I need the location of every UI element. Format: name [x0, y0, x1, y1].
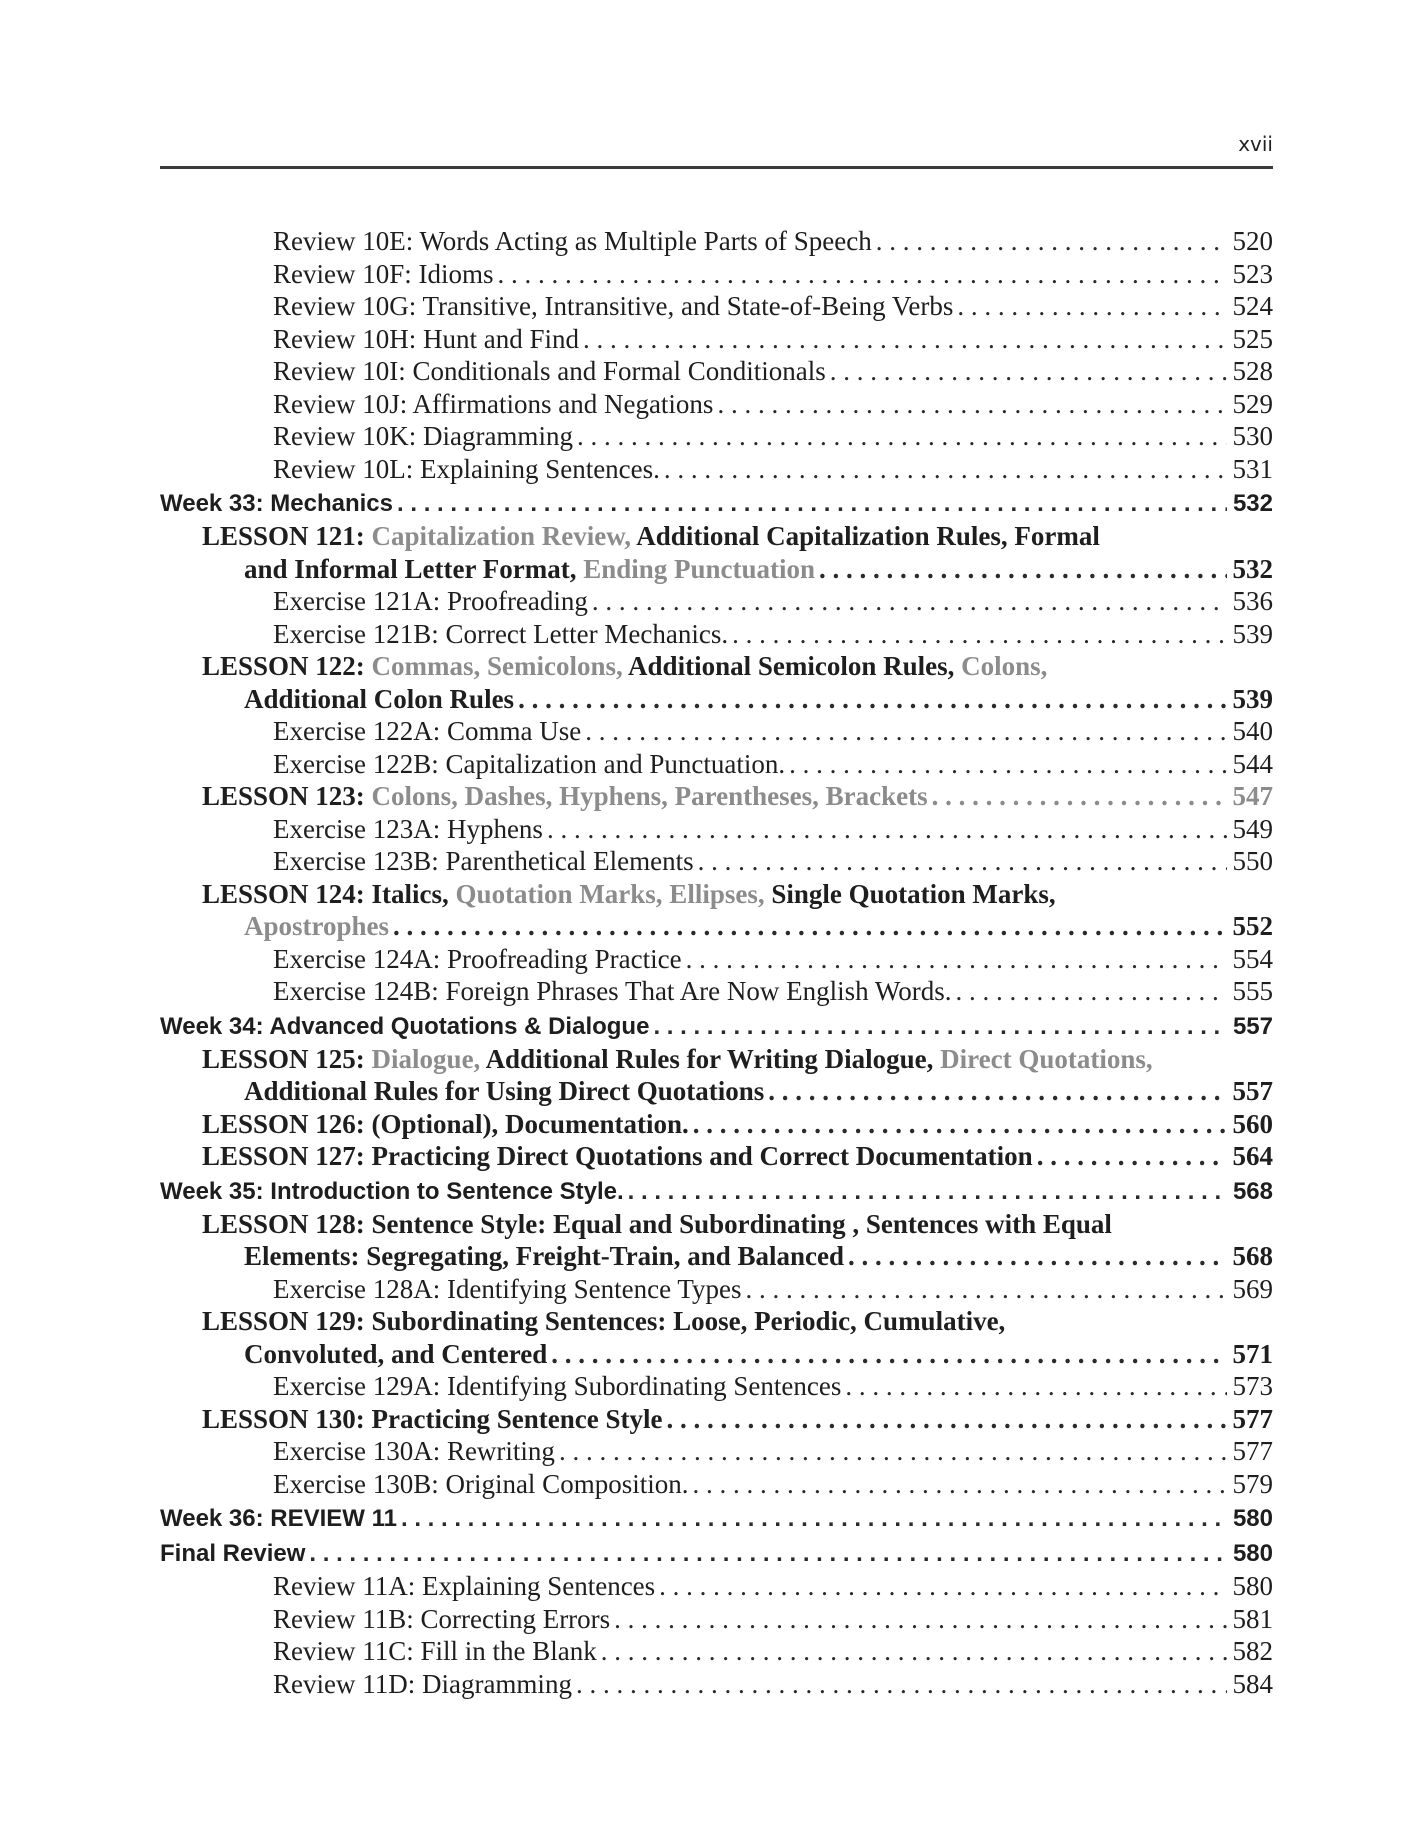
- toc-title-segment: Exercise 129A: Identifying Subordinating Sentences: [273, 1371, 842, 1401]
- toc-page-number: 536: [1232, 586, 1273, 616]
- toc-title-segment: Elements: Segregating, Freight-Train, and Balanced: [244, 1241, 844, 1271]
- toc-entry-title: [244, 1338, 547, 1371]
- dot-leader: [585, 715, 1226, 748]
- toc-page-number: 550: [1232, 846, 1273, 876]
- toc-entry-title: [202, 1208, 1112, 1241]
- toc-title-segment-review: Ending Punctuation: [583, 553, 816, 584]
- toc-title-segment: Review 10E: Words Acting as Multiple Parts of Speech: [273, 226, 872, 256]
- toc-title-segment: Review 10F: Idioms: [273, 258, 494, 289]
- toc-entry-title: [202, 1108, 689, 1141]
- toc-title-segment: Review 10I: Conditionals and Formal Conditionals: [273, 356, 826, 386]
- toc-page-number: 569: [1232, 1273, 1273, 1304]
- toc-page-number: 573: [1232, 1371, 1273, 1401]
- toc-title-segment: LESSON 124: Italics,: [202, 878, 456, 909]
- dot-leader: [957, 290, 1226, 323]
- toc-page-number: 580: [1232, 1505, 1273, 1532]
- toc-title-segment: Review 10L: Explaining Sentences.: [273, 453, 660, 484]
- toc-title-segment: Exercise 124B: Foreign Phrases That Are Now English Words.: [273, 976, 952, 1006]
- toc-entry-title: [273, 388, 713, 421]
- toc-title-segment: Exercise 122B: Capitalization and Punctuation.: [273, 748, 786, 779]
- toc-title-segment: Week 33: Mechanics: [160, 490, 394, 517]
- toc-entry-title: [273, 943, 682, 976]
- dot-leader: [732, 618, 1226, 651]
- toc-title-segment: and Informal Letter Format,: [244, 553, 584, 584]
- toc-entry-lesson[interactable]: [160, 1043, 1273, 1076]
- toc-entry-title: [244, 910, 389, 943]
- toc-entry-title: [160, 1011, 649, 1043]
- dot-leader: [397, 488, 1227, 520]
- toc-entry-title: [244, 553, 815, 586]
- toc-entry-sub[interactable]: [160, 1603, 1273, 1636]
- toc-entry-lesson[interactable]: [160, 1108, 1273, 1141]
- toc-title-segment: Review 10G: Transitive, Intransitive, and State-of-Being Verbs: [273, 291, 954, 321]
- dot-leader: [693, 1108, 1227, 1141]
- toc-entry-sub[interactable]: [160, 1570, 1273, 1603]
- toc-page-number: 580: [1232, 1540, 1273, 1567]
- dot-leader: [309, 1538, 1227, 1570]
- toc-entry-title: [202, 1043, 1153, 1076]
- dot-leader: [848, 1240, 1227, 1273]
- toc-page-number: 560: [1232, 1108, 1273, 1139]
- toc-entry-title: [273, 845, 694, 878]
- toc-page-number: 524: [1232, 291, 1273, 321]
- dot-leader: [518, 683, 1226, 716]
- toc-page-number: 580: [1232, 1571, 1273, 1601]
- toc-entry-title: [273, 748, 785, 781]
- toc-page-number: 547: [1232, 781, 1273, 811]
- toc-title-segment-review: Colons,: [961, 651, 1048, 681]
- dot-leader: [559, 1435, 1227, 1468]
- dot-leader: [628, 1176, 1227, 1208]
- toc-page-number: 571: [1232, 1338, 1273, 1369]
- toc-title-segment: Review 10J: Affirmations and Negations: [273, 388, 714, 419]
- toc-entry-title: [244, 1075, 764, 1108]
- toc-title-segment-review: Direct Quotations,: [940, 1043, 1153, 1074]
- toc-entry-title: [273, 1635, 597, 1668]
- toc-entry-title: [273, 225, 872, 258]
- toc-entry-title: [273, 585, 588, 618]
- toc-entry-sub[interactable]: [160, 1435, 1273, 1468]
- toc-title-segment: LESSON 121:: [202, 521, 372, 551]
- dot-leader: [717, 388, 1226, 421]
- toc-page-number: 520: [1232, 226, 1273, 256]
- dot-leader: [576, 1668, 1227, 1701]
- toc-title-segment: LESSON 129: Subordinating Sentences: Loose, Periodic, Cumulative,: [202, 1306, 1006, 1336]
- toc-entry-lesson[interactable]: [160, 878, 1273, 911]
- toc-entry-sub[interactable]: [160, 1635, 1273, 1668]
- toc-page-number: 568: [1232, 1241, 1273, 1271]
- toc-title-segment: Review 11B: Correcting Errors: [273, 1603, 611, 1634]
- toc-title-segment: Review 11D: Diagramming: [273, 1668, 572, 1699]
- dot-leader: [1037, 1140, 1227, 1173]
- toc-entry-sub[interactable]: [160, 388, 1273, 421]
- dot-leader: [876, 225, 1227, 258]
- toc-entry-sub[interactable]: [160, 1370, 1273, 1403]
- toc-title-segment: LESSON 127: Practicing Direct Quotations and Correct Documentation: [202, 1141, 1033, 1171]
- toc-title-segment-review: Colons, Dashes, Hyphens, Parentheses, Brackets: [371, 781, 928, 811]
- toc-page-number: 579: [1232, 1468, 1273, 1499]
- toc-title-segment-review: Dialogue,: [371, 1043, 486, 1074]
- toc-title-segment: Exercise 121B: Correct Letter Mechanics.: [273, 618, 729, 649]
- toc-page-number: 557: [1232, 1076, 1273, 1106]
- toc-page-number: 584: [1232, 1668, 1273, 1699]
- toc-title-segment: Review 11A: Explaining Sentences: [273, 1571, 656, 1601]
- toc-title-segment: LESSON 126: (Optional), Documentation.: [202, 1108, 689, 1139]
- toc-title-segment: Additional Colon Rules: [244, 683, 515, 714]
- toc-title-segment: LESSON 123:: [202, 781, 372, 811]
- toc-entry-title: [273, 975, 952, 1008]
- toc-title-segment-review: Apostrophes: [244, 911, 390, 941]
- toc-page-number: 554: [1232, 943, 1273, 974]
- dot-leader: [830, 355, 1227, 388]
- toc-title-segment: Exercise 124A: Proofreading Practice: [273, 943, 682, 974]
- toc-entry-lesson[interactable]: [160, 780, 1273, 813]
- page-number: xvii: [1238, 132, 1273, 156]
- dot-leader: [956, 975, 1227, 1008]
- toc-entry-title: [273, 258, 494, 291]
- toc-title-segment: Exercise 130A: Rewriting: [273, 1436, 555, 1466]
- toc-entry-lesson-cont[interactable]: [160, 1075, 1273, 1108]
- toc-entry-lesson[interactable]: [160, 1140, 1273, 1173]
- toc-title-segment: Week 34: Advanced Quotations & Dialogue: [160, 1012, 650, 1040]
- toc-entry-title: [273, 1370, 841, 1403]
- toc-page-number: 523: [1232, 258, 1273, 289]
- toc-entry-lesson-cont[interactable]: [160, 1338, 1273, 1371]
- toc-entry-sub[interactable]: [160, 1468, 1273, 1501]
- toc-title-segment: Week 35: Introduction to Sentence Style.: [160, 1177, 624, 1205]
- toc-entry-title: [202, 1305, 1005, 1338]
- toc-entry-sub[interactable]: [160, 748, 1273, 781]
- toc-title-segment: Additional Semicolon Rules,: [628, 651, 962, 681]
- toc-entry-title: [273, 420, 573, 453]
- dot-leader: [932, 780, 1227, 813]
- toc-title-segment: Exercise 128A: Identifying Sentence Types: [273, 1273, 742, 1304]
- toc-page-number: 557: [1232, 1012, 1273, 1040]
- toc-entry-title: [160, 1176, 624, 1208]
- toc-page-number: 581: [1232, 1603, 1273, 1634]
- toc-entry-sub[interactable]: [160, 453, 1273, 486]
- toc-page-number: 529: [1232, 388, 1273, 419]
- toc-page-number: 552: [1232, 911, 1273, 941]
- toc-page-number: 549: [1232, 813, 1273, 844]
- toc-page-number: 540: [1232, 716, 1273, 746]
- dot-leader: [659, 1570, 1226, 1603]
- toc-entry-week[interactable]: [160, 488, 1273, 520]
- dot-leader: [664, 453, 1227, 486]
- page-header: [160, 128, 1273, 169]
- toc-page-number: 564: [1232, 1141, 1273, 1171]
- toc-title-segment-review: Capitalization Review,: [371, 521, 637, 551]
- toc-entry-title: [202, 878, 1056, 911]
- toc-entry-sub[interactable]: [160, 943, 1273, 976]
- toc-entry-lesson[interactable]: [160, 1403, 1273, 1436]
- toc-entry-lesson[interactable]: [160, 1305, 1273, 1338]
- toc-entry-title: [273, 1468, 688, 1501]
- toc-entry-title: [273, 323, 579, 356]
- table-of-contents: [160, 225, 1273, 1700]
- toc-entry-lesson-cont[interactable]: [160, 683, 1273, 716]
- toc-entry-title: [160, 1503, 397, 1535]
- toc-page-number: 539: [1232, 618, 1273, 649]
- toc-title-segment: LESSON 128: Sentence Style: Equal and Subordinating , Sentences with Equal: [202, 1208, 1112, 1239]
- toc-title-segment: Single Quotation Marks,: [771, 878, 1056, 909]
- toc-title-segment-review: Quotation Marks, Ellipses,: [455, 878, 772, 909]
- dot-leader: [592, 585, 1227, 618]
- toc-entry-lesson-cont[interactable]: [160, 1240, 1273, 1273]
- toc-entry-title: [202, 1140, 1033, 1173]
- toc-page-number: 539: [1232, 683, 1273, 714]
- toc-entry-title: [202, 780, 928, 813]
- toc-entry-title: [273, 813, 543, 846]
- toc-entry-lesson[interactable]: [160, 650, 1273, 683]
- toc-entry-week[interactable]: [160, 1503, 1273, 1535]
- dot-leader: [547, 813, 1227, 846]
- toc-page-number: 525: [1232, 323, 1273, 354]
- toc-entry-title: [273, 1273, 741, 1306]
- toc-entry-title: [273, 715, 581, 748]
- toc-title-segment: Exercise 122A: Comma Use: [273, 716, 582, 746]
- toc-entry-title: [273, 1668, 572, 1701]
- toc-title-segment: Review 10K: Diagramming: [273, 421, 573, 451]
- toc-entry-sub[interactable]: [160, 225, 1273, 258]
- dot-leader: [692, 1468, 1226, 1501]
- toc-title-segment: Additional Rules for Using Direct Quotations: [244, 1076, 765, 1106]
- toc-title-segment: Review 11C: Fill in the Blank: [273, 1636, 597, 1666]
- toc-title-segment: Review 10H: Hunt and Find: [273, 323, 579, 354]
- dot-leader: [614, 1603, 1226, 1636]
- toc-entry-lesson[interactable]: [160, 1208, 1273, 1241]
- toc-entry-sub[interactable]: [160, 715, 1273, 748]
- toc-title-segment: LESSON 122:: [202, 651, 372, 681]
- toc-page-number: 532: [1232, 490, 1273, 517]
- dot-leader: [845, 1370, 1226, 1403]
- dot-leader: [551, 1338, 1226, 1371]
- dot-leader: [789, 748, 1226, 781]
- toc-entry-title: [202, 1403, 662, 1436]
- toc-entry-title: [244, 683, 514, 716]
- toc-page-number: 531: [1232, 453, 1273, 484]
- toc-title-segment-review: Commas, Semicolons,: [371, 651, 629, 681]
- toc-title-segment: Exercise 123B: Parenthetical Elements: [273, 846, 694, 876]
- dot-leader: [401, 1503, 1227, 1535]
- toc-page-number: 528: [1232, 356, 1273, 386]
- toc-page-number: 544: [1232, 748, 1273, 779]
- toc-title-segment: Exercise 123A: Hyphens: [273, 813, 543, 844]
- toc-entry-title: [273, 290, 953, 323]
- toc-page-number: 530: [1232, 421, 1273, 451]
- toc-title-segment: Additional Rules for Writing Dialogue,: [485, 1043, 941, 1074]
- toc-title-segment: LESSON 130: Practicing Sentence Style: [202, 1403, 663, 1434]
- toc-entry-title: [160, 1538, 305, 1570]
- dot-leader: [686, 943, 1227, 976]
- toc-entry-lesson-cont[interactable]: [160, 910, 1273, 943]
- toc-entry-title: [273, 355, 826, 388]
- toc-entry-week[interactable]: [160, 1538, 1273, 1570]
- toc-entry-title: [273, 1435, 555, 1468]
- toc-entry-sub[interactable]: [160, 355, 1273, 388]
- toc-page-number: 555: [1232, 976, 1273, 1006]
- toc-entry-sub[interactable]: [160, 290, 1273, 323]
- toc-entry-sub[interactable]: [160, 1668, 1273, 1701]
- dot-leader: [577, 420, 1227, 453]
- toc-entry-sub[interactable]: [160, 420, 1273, 453]
- toc-title-segment: Week 36: REVIEW 11: [160, 1505, 397, 1532]
- toc-entry-sub[interactable]: [160, 813, 1273, 846]
- dot-leader: [768, 1075, 1226, 1108]
- toc-title-segment: Additional Capitalization Rules, Formal: [636, 521, 1100, 551]
- toc-entry-sub[interactable]: [160, 845, 1273, 878]
- dot-leader: [819, 553, 1226, 586]
- dot-leader: [698, 845, 1227, 878]
- toc-title-segment: LESSON 125:: [202, 1043, 372, 1074]
- toc-entry-sub[interactable]: [160, 618, 1273, 651]
- toc-entry-title: [244, 1240, 844, 1273]
- dot-leader: [583, 323, 1227, 356]
- dot-leader: [653, 1011, 1227, 1043]
- toc-page-number: 568: [1232, 1177, 1273, 1205]
- toc-entry-title: [273, 1603, 610, 1636]
- toc-entry-title: [160, 488, 393, 520]
- toc-title-segment: Convoluted, and Centered: [244, 1338, 548, 1369]
- dot-leader: [666, 1403, 1226, 1436]
- toc-entry-title: [273, 618, 728, 651]
- dot-leader: [745, 1273, 1226, 1306]
- toc-entry-sub[interactable]: [160, 975, 1273, 1008]
- dot-leader: [498, 258, 1227, 291]
- toc-entry-sub[interactable]: [160, 258, 1273, 291]
- toc-entry-title: [273, 453, 660, 486]
- toc-entry-week[interactable]: [160, 1176, 1273, 1208]
- toc-entry-title: [202, 520, 1100, 553]
- toc-page-number: 577: [1232, 1403, 1273, 1434]
- toc-entry-sub[interactable]: [160, 323, 1273, 356]
- dot-leader: [393, 910, 1226, 943]
- toc-page-number: 582: [1232, 1636, 1273, 1666]
- toc-entry-title: [273, 1570, 655, 1603]
- toc-entry-sub[interactable]: [160, 585, 1273, 618]
- toc-entry-sub[interactable]: [160, 1273, 1273, 1306]
- toc-title-segment: Final Review: [160, 1540, 306, 1567]
- toc-title-segment: Exercise 130B: Original Composition.: [273, 1468, 689, 1499]
- dot-leader: [601, 1635, 1227, 1668]
- toc-entry-lesson-cont[interactable]: [160, 553, 1273, 586]
- toc-entry-week[interactable]: [160, 1011, 1273, 1043]
- toc-title-segment: Exercise 121A: Proofreading: [273, 586, 588, 616]
- toc-entry-lesson[interactable]: [160, 520, 1273, 553]
- toc-entry-title: [202, 650, 1047, 683]
- toc-page-number: 577: [1232, 1436, 1273, 1466]
- toc-page-number: 532: [1232, 553, 1273, 584]
